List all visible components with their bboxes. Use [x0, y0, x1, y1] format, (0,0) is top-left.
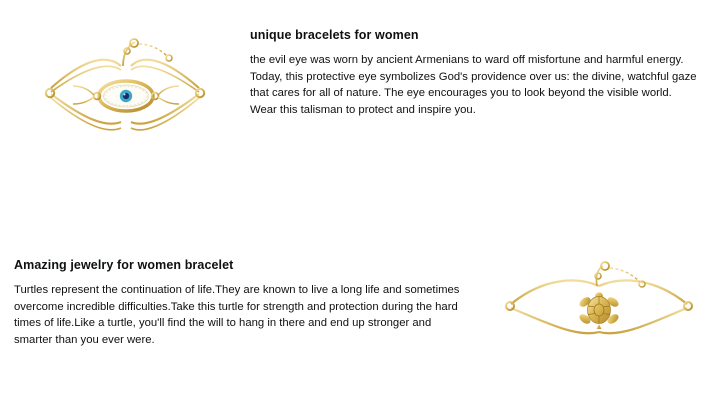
- evil-eye-text-container: [250, 28, 719, 119]
- section-evil-eye: [0, 28, 719, 146]
- turtle-bracelet-image: [499, 260, 699, 360]
- turtle-heading: Amazing jewelry for women bracelet: [14, 258, 234, 272]
- turtle-text-container: [0, 258, 479, 349]
- evil-eye-image-container: [0, 28, 250, 146]
- evil-eye-bracelet-image: [35, 36, 215, 146]
- turtle-body: Turtles represent the continuation of life.They are known to live a long life and sometimes overcome incredible difficulties.Take this turtle for strength and protection during the hard times of life.Like a turtle, you'll find the will to hang in there and end up stronger and smarter than you ever were.: [14, 284, 460, 347]
- section-turtle: [0, 258, 719, 360]
- turtle-image-container: [479, 258, 719, 360]
- evil-eye-heading: unique bracelets for women: [250, 28, 419, 42]
- evil-eye-body: the evil eye was worn by ancient Armenians to ward off misfortune and harmful energy. Today, this protective eye symbolizes God's providence over us: the divine, watchful gaze that cares for all of nature. The eye encourages you to look beyond the visible world. Wear this talisman to protect and inspire you.: [250, 54, 697, 117]
